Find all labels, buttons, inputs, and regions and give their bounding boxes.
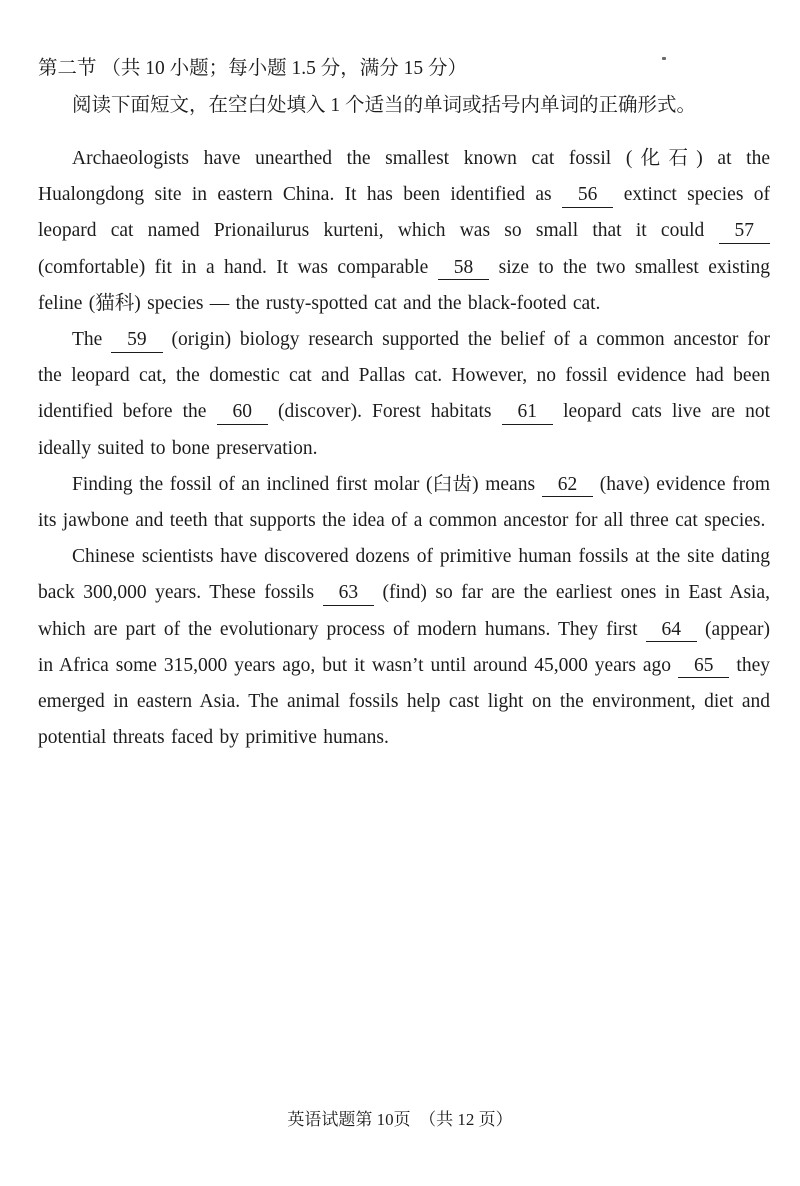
passage-text: (discover). Forest habitats	[268, 401, 502, 423]
section-title: 第二节 （共 10 小题；每小题 1.5 分，满分 15 分）	[38, 58, 468, 79]
passage-text: (appear) in Africa some 315,000 years ago, but it wasn’t until around 45,000 years ago	[38, 618, 770, 676]
passage-text: Chinese scientists have discovered dozens of primitive human fossils at the site dating back 300,000 years. These fossils	[38, 546, 770, 604]
blank-57: 57	[719, 221, 771, 244]
passage-text: Archaeologists have unearthed the smallest known cat fossil (化石) at the Hualongdong site in eastern China. It has been identified as	[38, 148, 770, 206]
blank-59: 59	[111, 330, 163, 353]
passage-text: size to the two smallest existing feline (猫科) species — the rusty-spotted cat and the black-footed cat.	[38, 256, 771, 314]
scan-artifact-dot	[662, 57, 666, 60]
passage-text: (find) so far are the earliest ones in East Asia, which are part of the evolutionary process of modern humans. They first	[38, 582, 770, 640]
passage-text: (comfortable) fit in a hand. It was comparable	[38, 256, 438, 278]
blank-60: 60	[217, 402, 269, 425]
passage-paragraph	[38, 467, 770, 539]
passage-paragraph	[38, 539, 770, 756]
blank-64: 64	[646, 620, 698, 643]
passage-text: (origin) biology research supported the belief of a common ancestor for the leopard cat, the domestic cat and Pallas cat. However, no fossil evidence had been identified before the	[38, 329, 770, 423]
passage-text: Finding the fossil of an inclined first molar (臼齿) means	[72, 473, 542, 495]
passage-paragraph	[38, 322, 770, 467]
passage-text: (have) evidence from its jawbone and teeth that supports the idea of a common ancestor for all three cat species.	[38, 473, 770, 532]
passage-text: they emerged in eastern Asia. The animal fossils help cast light on the environment, diet and potential threats faced by primitive humans.	[38, 654, 770, 749]
passage	[38, 141, 770, 756]
blank-61: 61	[502, 402, 554, 425]
passage-text: The	[72, 329, 112, 351]
section-instructions: 阅读下面短文，在空白处填入 1 个适当的单词或括号内单词的正确形式。	[72, 95, 697, 116]
blank-62: 62	[542, 475, 594, 498]
page-footer: 英语试题第 10页 （共 12 页）	[287, 1110, 513, 1129]
blank-63: 63	[323, 583, 375, 606]
passage-paragraph	[38, 141, 770, 322]
passage-text: leopard cats live are not ideally suited to bone preservation.	[38, 401, 770, 459]
blank-56: 56	[562, 185, 614, 208]
blank-65: 65	[678, 656, 730, 679]
blank-58: 58	[438, 258, 490, 281]
passage-text: extinct species of leopard cat named Prionailurus kurteni, which was so small that it could	[38, 184, 770, 242]
